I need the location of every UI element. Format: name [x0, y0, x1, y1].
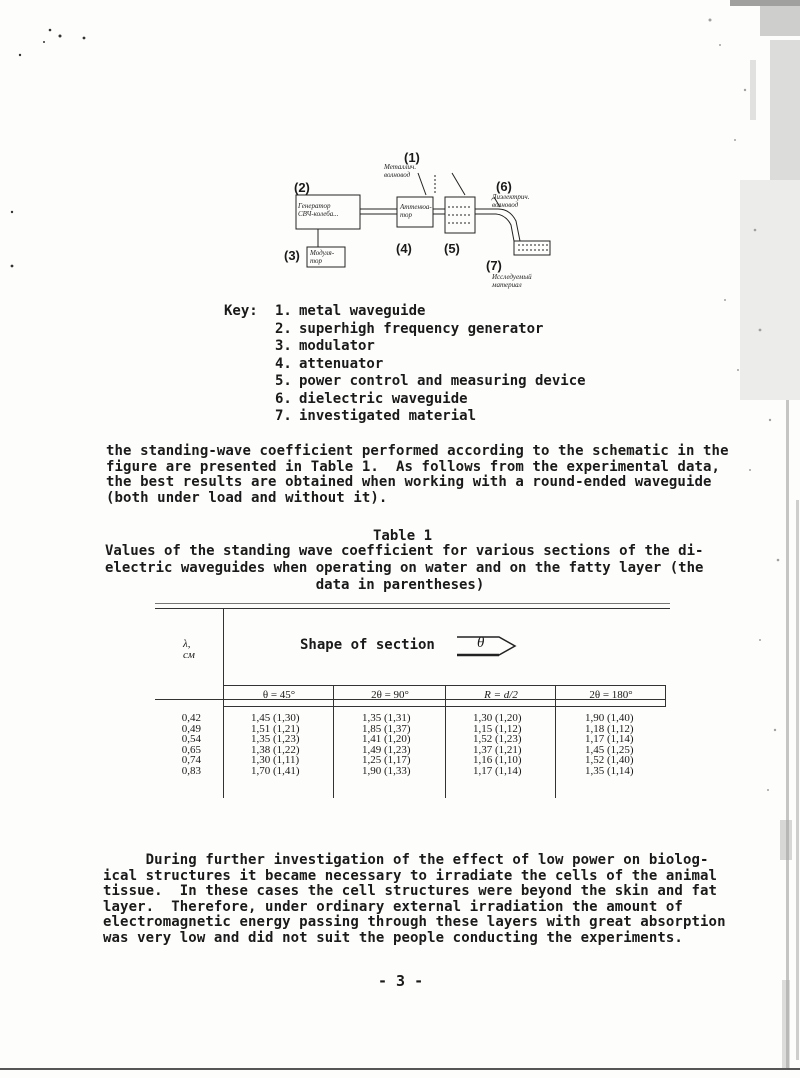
table-cell: 1,70 (1,41)	[251, 764, 300, 777]
table-cell: 1,16 (1,10)	[473, 754, 522, 766]
key-item: 7. investigated material	[275, 408, 477, 424]
metal-waveguide-handwritten: Металлич. волновод	[384, 163, 417, 179]
table-cell: 0,83	[181, 764, 201, 777]
material-handwritten: Исследуемый материал	[492, 273, 532, 289]
section-shape-icon	[455, 633, 521, 659]
table-cell: 0,54	[181, 733, 201, 745]
table-caption: Values of the standing wave coefficient for various sections of the di- electric waveguides when operating on water and on the fatty layer (the data in parentheses)	[105, 543, 704, 593]
col-header: θ = 45°	[262, 689, 296, 701]
value-column-4	[585, 713, 634, 776]
attenuator-handwritten: Аттенюа- тор	[400, 203, 432, 219]
table-cell: 0,74	[181, 754, 201, 766]
key-item: 1. metal waveguide	[275, 303, 426, 319]
body-paragraph-1: the standing-wave coefficient performed according to the schematic in the figure are presented in Table 1. As follows from the experimental data, the best results are obtained when working with a round-ended waveguide (both under load and without it).	[106, 443, 729, 506]
col-header: 2θ = 180°	[589, 689, 633, 701]
table-cell: 0,42	[181, 712, 201, 724]
scan-specks-left	[0, 0, 120, 300]
table-divider	[223, 608, 224, 798]
table-cell: 1,30 (1,20)	[473, 712, 522, 724]
table-cell: 1,35 (1,14)	[585, 764, 634, 777]
diagram-label-6: (6)	[496, 179, 512, 194]
table-subheader-rule	[223, 685, 665, 686]
shape-header: Shape of section	[300, 637, 435, 653]
key-item: 6. dielectric waveguide	[275, 390, 468, 407]
table-top-rule	[155, 603, 670, 604]
table-top-rule-2	[155, 608, 670, 609]
table-cell: 1,90 (1,40)	[585, 712, 634, 724]
table-cell: 1,17 (1,14)	[585, 733, 634, 745]
col-header: 2θ = 90°	[371, 689, 409, 701]
table-cell: 1,30 (1,11)	[251, 754, 300, 766]
table-title: Table 1	[373, 528, 433, 544]
dielectric-waveguide-handwritten: Диэлектрич. волновод	[492, 193, 530, 209]
table-cell: 0,49	[181, 722, 201, 735]
table-cell: 1,35 (1,31)	[362, 712, 411, 724]
key-item: 2. superhigh frequency generator	[275, 320, 544, 337]
table-cell: 1,38 (1,22)	[251, 743, 300, 756]
table-cell: 0,65	[181, 743, 201, 756]
body-paragraph-2: During further investigation of the effect of low power on biolog- ical structures it became necessary to irradiate the cells of the animal tissue. In these cases the cell structures were beyond the skin and fat layer. Therefore, under ordinary external irradiation the amount of electromagnetic energy passing through these layers with great absorption was very low and did not suit the people conducting the experiments.	[103, 852, 726, 946]
table-cell: 1,49 (1,23)	[362, 743, 411, 756]
diagram-label-2: (2)	[294, 180, 310, 195]
table-cell: 1,18 (1,12)	[585, 722, 634, 735]
key-list	[275, 303, 586, 426]
diagram-label-7: (7)	[486, 258, 502, 273]
table-col-divider	[665, 685, 666, 707]
key-item: 3. modulator	[275, 338, 375, 354]
table-cell: 1,37 (1,21)	[473, 743, 522, 756]
diagram-label-5: (5)	[444, 241, 460, 256]
value-column-3	[473, 713, 522, 776]
table-cell: 1,51 (1,21)	[251, 722, 300, 735]
table-cell: 1,35 (1,23)	[251, 733, 300, 745]
key-item: 4. attenuator	[275, 355, 384, 372]
diagram-label-1: (1)	[404, 150, 420, 165]
key-label: Key:	[224, 303, 258, 319]
value-column-1	[251, 713, 300, 776]
value-column-2	[362, 713, 411, 776]
table-subheader-rule-2	[223, 706, 665, 707]
table-cell: 1,17 (1,14)	[473, 764, 522, 777]
table-cell: 1,41 (1,20)	[362, 733, 411, 745]
table-cell: 1,15 (1,12)	[473, 722, 522, 735]
table-cell: 1,45 (1,25)	[585, 743, 634, 756]
table-col-divider	[445, 685, 446, 798]
table-cell: 1,52 (1,23)	[473, 733, 522, 745]
key-item: 5. power control and measuring device	[275, 373, 586, 389]
lambda-column	[179, 713, 201, 776]
diagram-label-3: (3)	[284, 248, 300, 263]
page-number: - 3 -	[378, 972, 424, 990]
shape-theta: θ	[477, 635, 485, 651]
table-col-divider	[333, 685, 334, 798]
modulator-handwritten: Модуля- тор	[310, 249, 335, 265]
lambda-header: λ, см	[183, 638, 195, 661]
table-cell: 1,45 (1,30)	[251, 712, 300, 724]
table-col-divider	[555, 685, 556, 798]
table-cell: 1,52 (1,40)	[585, 754, 634, 766]
table-cell: 1,85 (1,37)	[362, 722, 411, 735]
table-cell: 1,90 (1,33)	[362, 764, 411, 777]
schematic-diagram	[270, 145, 570, 295]
generator-handwritten: Генератор СВЧ-колеба...	[298, 202, 339, 218]
col-header: R = d/2	[484, 689, 518, 701]
data-table	[155, 603, 670, 798]
table-cell: 1,25 (1,17)	[362, 754, 411, 766]
bottom-edge-rule	[0, 1068, 800, 1070]
diagram-label-4: (4)	[396, 241, 412, 256]
